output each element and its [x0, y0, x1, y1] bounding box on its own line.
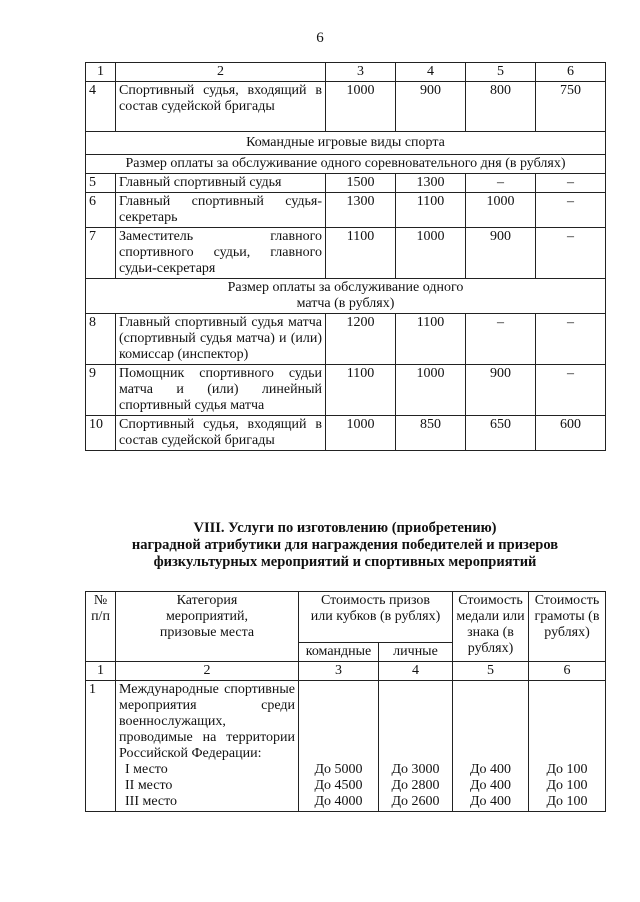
header-cell: 1 — [86, 63, 116, 82]
row-name: Главный спортивный судья матча (спортивный судья матча) и (или) комиссар (инспектор) — [116, 314, 326, 365]
header-category: Категория мероприятий, призовые места — [116, 592, 299, 662]
value-cell: 1100 — [326, 365, 396, 416]
value-cell: – — [466, 174, 536, 193]
table-index-row — [86, 662, 606, 681]
header-cell: 5 — [466, 63, 536, 82]
value-cell: – — [536, 193, 606, 228]
row-number: 6 — [86, 193, 116, 228]
value: До 5000 — [314, 762, 363, 777]
value-cell: 1000 — [326, 82, 396, 132]
header-cell: 6 — [536, 63, 606, 82]
heading-line: VIII. Услуги по изготовлению (приобретению) — [193, 520, 497, 536]
value: До 100 — [546, 778, 588, 793]
header-cell: 4 — [396, 63, 466, 82]
place-label: I место — [125, 762, 168, 777]
value-cell: 900 — [396, 82, 466, 132]
heading-line: физкультурных мероприятий и спортивных мероприятий — [153, 554, 537, 570]
table-row — [86, 416, 606, 451]
value-cell: – — [536, 314, 606, 365]
value-cell: 800 — [466, 82, 536, 132]
value: До 4000 — [314, 794, 363, 809]
row-number: 4 — [86, 82, 116, 132]
value: До 400 — [469, 762, 512, 777]
subsection-title: Размер оплаты за обслуживание одного матча (в рублях) — [86, 279, 606, 314]
subsection-title: Размер оплаты за обслуживание одного соревновательного дня (в рублях) — [86, 155, 606, 174]
value: До 100 — [546, 794, 588, 809]
table-row — [86, 82, 606, 132]
header-medals: Стоимость медали или знака (в рублях) — [453, 592, 529, 662]
value-cell: 600 — [536, 416, 606, 451]
value-cell: 1000 — [466, 193, 536, 228]
table-row — [86, 365, 606, 416]
row-name: Помощник спортивного судьи матча и (или) линейный спортивный судья матча — [116, 365, 326, 416]
value-cell: 1000 — [396, 365, 466, 416]
row-number: 8 — [86, 314, 116, 365]
heading-line: наградной атрибутики для награждения победителей и призеров — [131, 537, 559, 553]
section-heading — [85, 520, 605, 571]
value-cell: 650 — [466, 416, 536, 451]
awards-cost-table — [85, 591, 606, 812]
header-prizes: Стоимость призов или кубков (в рублях) — [299, 592, 453, 643]
index-cell: 2 — [116, 662, 299, 681]
value-cell: 1100 — [396, 314, 466, 365]
value: До 400 — [469, 794, 512, 809]
value-cell: 1000 — [396, 228, 466, 279]
table-row — [86, 174, 606, 193]
value-cell: – — [536, 174, 606, 193]
place-list — [119, 762, 295, 810]
index-cell: 5 — [453, 662, 529, 681]
row-name: Спортивный судья, входящий в состав судейской бригады — [116, 416, 326, 451]
value-cell: 1500 — [326, 174, 396, 193]
index-cell: 4 — [379, 662, 453, 681]
value: До 2800 — [391, 778, 440, 793]
value-cell: 1100 — [396, 193, 466, 228]
medal-cell — [453, 681, 529, 812]
row-name: Главный спортивный судья-секретарь — [116, 193, 326, 228]
header-diplomas: Стоимость грамоты (в рублях) — [529, 592, 606, 662]
value-cell: 1000 — [326, 416, 396, 451]
value: До 400 — [469, 778, 512, 793]
value: До 100 — [546, 762, 588, 777]
place-label: III место — [125, 794, 178, 809]
table-row — [86, 193, 606, 228]
row-category-cell — [116, 681, 299, 812]
value-cell: 900 — [466, 228, 536, 279]
place-label: II место — [125, 778, 173, 793]
section-title: Командные игровые виды спорта — [86, 132, 606, 155]
row-number: 9 — [86, 365, 116, 416]
value: До 3000 — [391, 762, 440, 777]
value: До 4500 — [314, 778, 363, 793]
value: До 2600 — [391, 794, 440, 809]
header-cell: 3 — [326, 63, 396, 82]
value-cell: 750 — [536, 82, 606, 132]
header-number: № п/п — [86, 592, 116, 662]
index-cell: 1 — [86, 662, 116, 681]
personal-prize-cell — [379, 681, 453, 812]
table-row — [86, 228, 606, 279]
value-cell: 1300 — [396, 174, 466, 193]
value-cell: 1100 — [326, 228, 396, 279]
value-cell: – — [536, 228, 606, 279]
page-number: 6 — [316, 30, 324, 46]
index-cell: 6 — [529, 662, 606, 681]
diploma-cell — [529, 681, 606, 812]
table-row — [86, 681, 606, 812]
table-header-row — [86, 63, 606, 82]
row-number: 10 — [86, 416, 116, 451]
subsection-row — [86, 155, 606, 174]
header-team: командные — [299, 643, 379, 662]
table-header-row — [86, 592, 606, 643]
team-prize-cell — [299, 681, 379, 812]
value-cell: 1300 — [326, 193, 396, 228]
row-name: Заместитель главного спортивного судьи, главного судьи-секретаря — [116, 228, 326, 279]
referee-payment-table — [85, 62, 606, 451]
header-personal: личные — [379, 643, 453, 662]
row-number: 7 — [86, 228, 116, 279]
value-cell: 850 — [396, 416, 466, 451]
value-cell: 1200 — [326, 314, 396, 365]
value-cell: – — [536, 365, 606, 416]
row-number: 1 — [86, 681, 116, 812]
row-name: Спортивный судья, входящий в состав судейской бригады — [116, 82, 326, 132]
value-cell: – — [466, 314, 536, 365]
header-cell: 2 — [116, 63, 326, 82]
row-name: Международные спортивные мероприятия среди военнослужащих, проводимые на территории Российской Федерации: — [119, 682, 295, 761]
subsection-row — [86, 279, 606, 314]
value-cell: 900 — [466, 365, 536, 416]
row-number: 5 — [86, 174, 116, 193]
table-row — [86, 314, 606, 365]
index-cell: 3 — [299, 662, 379, 681]
section-row — [86, 132, 606, 155]
row-name: Главный спортивный судья — [116, 174, 326, 193]
